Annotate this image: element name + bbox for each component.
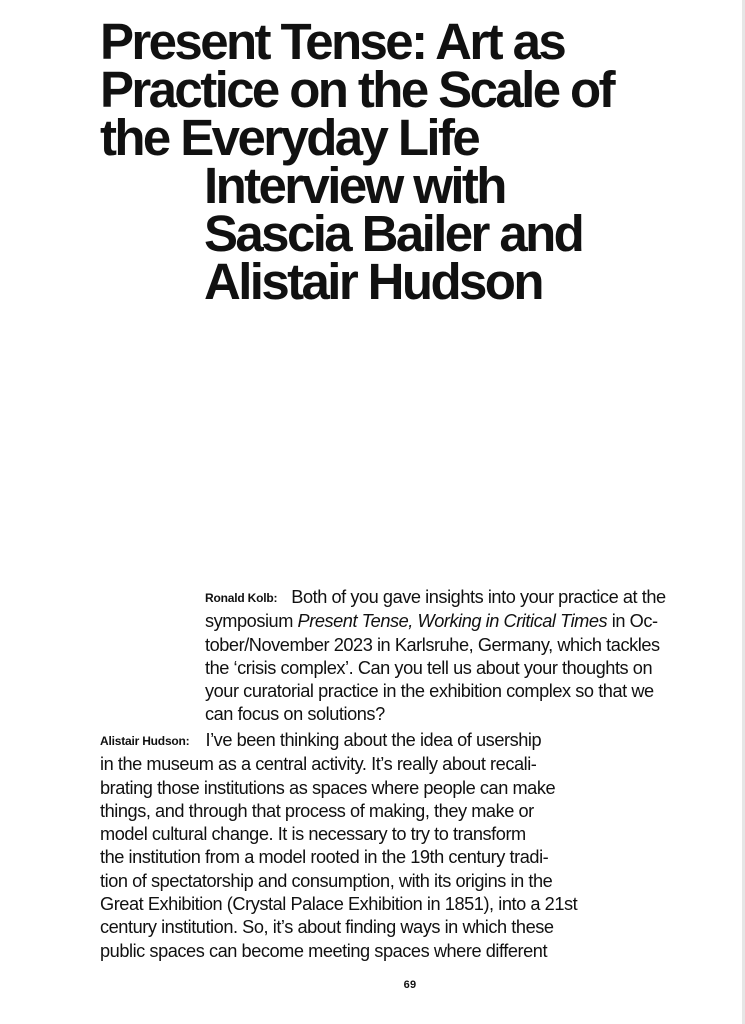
paragraph-line: model cultural change. It is necessary to try to transform — [100, 824, 526, 845]
paragraph-line: public spaces can become meeting spaces where different — [100, 940, 548, 961]
subtitle-line: Sascia Bailer and — [204, 205, 583, 262]
paragraph-line: your curatorial practice in the exhibition complex so that we — [205, 681, 654, 702]
question-paragraph — [205, 586, 720, 727]
article-title — [100, 13, 720, 310]
paragraph-line: century institution. So, it’s about finding ways in which these — [100, 917, 554, 938]
title-line: Practice on the Scale of — [100, 61, 613, 118]
paragraph-text: I’ve been thinking about the idea of usership — [205, 730, 542, 750]
paragraph-line — [205, 586, 720, 610]
paragraph-line: things, and through that process of making, they make or — [100, 800, 534, 821]
page-number: 69 — [403, 979, 417, 991]
paragraph-line — [100, 729, 615, 753]
paragraph-line: tober/November 2023 in Karlsruhe, Germany, which tackles — [205, 634, 660, 655]
paragraph-line: the ‘crisis complex’. Can you tell us about your thoughts on — [205, 657, 653, 678]
paragraph-line: can focus on solutions? — [205, 704, 385, 725]
paragraph-text: in Oc- — [607, 611, 658, 632]
title-line: the Everyday Life — [100, 109, 479, 166]
paragraph-line: the institution from a model rooted in the 19th century tradi- — [100, 847, 549, 868]
paragraph-line — [205, 610, 720, 633]
answer-paragraph — [100, 729, 615, 963]
subtitle-line: Alistair Hudson — [204, 253, 542, 310]
paragraph-text: symposium — [205, 611, 298, 632]
speaker-label: Alistair Hudson: — [100, 734, 190, 748]
paragraph-line: Great Exhibition (Crystal Palace Exhibition in 1851), into a 21st — [100, 894, 578, 915]
paragraph-text: Both of you gave insights into your practice at the — [291, 587, 666, 607]
symposium-title: Present Tense, Working in Critical Times — [297, 611, 608, 632]
paragraph-line: tion of spectatorship and consumption, with its origins in the — [100, 870, 553, 891]
paragraph-line: in the museum as a central activity. It’s really about recali- — [100, 754, 537, 775]
paragraph-line: brating those institutions as spaces where people can make — [100, 777, 556, 798]
subtitle-line: Interview with — [204, 157, 505, 214]
title-line: Present Tense: Art as — [100, 13, 565, 70]
speaker-label: Ronald Kolb: — [205, 591, 278, 605]
